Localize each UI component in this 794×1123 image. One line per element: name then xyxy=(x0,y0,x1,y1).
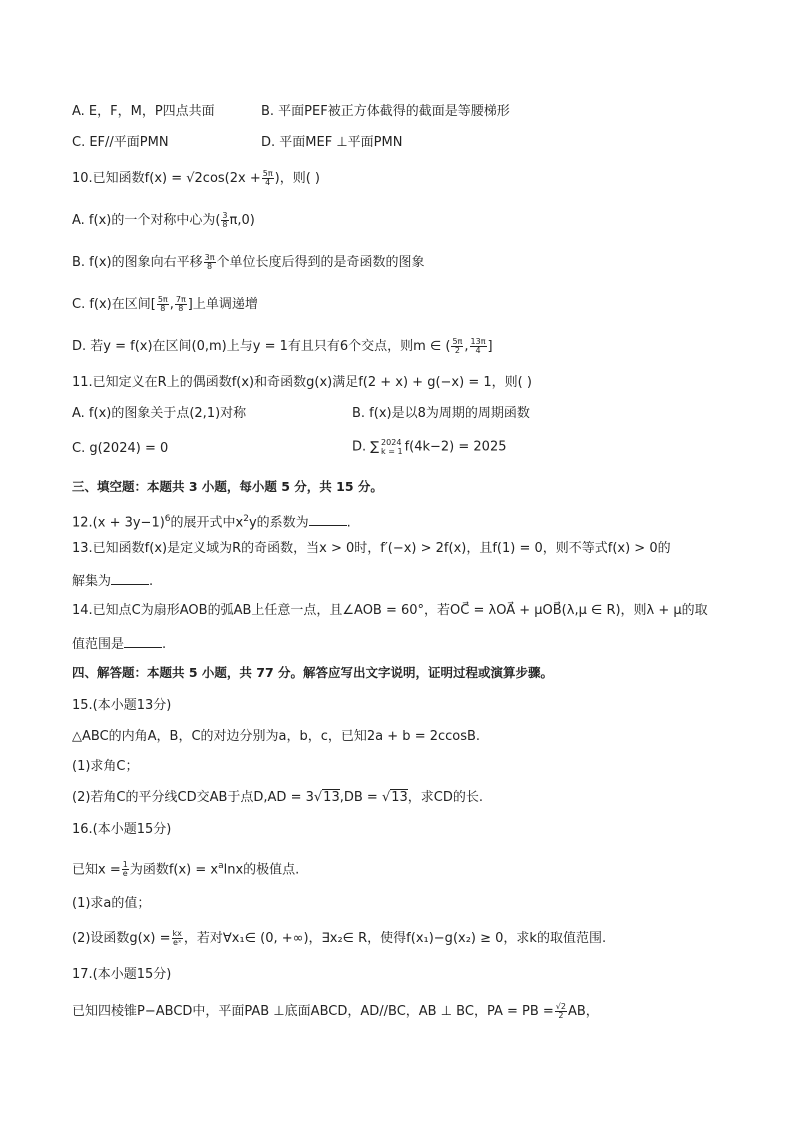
q15-p2-radicand-1: 13 xyxy=(323,790,340,805)
q10-option-c: C. f(x)在区间[ $\frac{5\pi}{8}$ , $\frac{7\pi}{8}$ ]上单调递增 xyxy=(72,295,258,313)
q10-stem-pre: 10.已知函数f(x) = √2cos(2x + xyxy=(72,171,261,186)
q14-line-2 xyxy=(72,635,166,654)
q16-p2-post: ，若对∀x₁∈ (0, +∞)，∃x₂∈ R，使得f(x₁)−g(x₂) ≥ 0，求k的取值范围. xyxy=(183,931,607,946)
q10-b-frac-den: 8 xyxy=(207,262,213,271)
q11-option-c: C. g(2024) = 0 xyxy=(72,441,169,456)
q10-c-fraction-1 xyxy=(157,296,169,313)
q12-end: . xyxy=(346,515,351,531)
q9-option-c: C. EF//平面PMN xyxy=(72,135,169,150)
q14-line2-pre: 值范围是 xyxy=(72,637,125,652)
q11-d-pre: D. ∑ xyxy=(352,439,380,455)
q10-c-f2-num: 7π xyxy=(175,295,186,304)
q10-option-a xyxy=(72,212,255,230)
q11-d-limits xyxy=(381,438,403,456)
q16-p2-frac-num: kx xyxy=(172,929,182,938)
q17-stem-pre: 已知四棱锥P−ABCD中，平面PAB ⊥底面ABCD，AD//BC，AB ⊥ BC，PA = PB = xyxy=(72,1004,554,1019)
q11-d-sup: 2024 xyxy=(381,438,402,447)
q16-stem xyxy=(72,857,299,879)
q10-stem xyxy=(72,170,320,188)
q12-sup1: 6 xyxy=(164,514,171,524)
q9-option-d: D. 平面MEF ⊥平面PMN xyxy=(261,135,403,150)
q12-pre: 12.(x + 3y−1) xyxy=(72,515,165,531)
q9-option-b: B. 平面PEF被正方体截得的截面是等腰梯形 xyxy=(261,104,510,119)
q14-line2-end: . xyxy=(162,637,167,652)
q15-p2-mid: ,DB = xyxy=(339,790,382,805)
section-4-heading: 四、解答题：本题共 5 小题，共 77 分。解答应写出文字说明，证明过程或演算步骤。 xyxy=(72,665,554,680)
q15-p2-post: ，求CD的长. xyxy=(407,790,484,805)
q10-b-frac-num: 3π xyxy=(204,253,215,262)
q16-p2-fraction xyxy=(172,930,183,947)
q16-stem-post: lnx的极值点. xyxy=(223,862,300,878)
q10-option-d: D. 若y = f(x)在区间(0,m)上与y = 1有且只有6个交点，则m ∈ ( $\frac{5\pi}{2}$ , $\frac{13\pi}{4}$ ] xyxy=(72,337,493,355)
q10-c-f2-den: 8 xyxy=(178,304,184,313)
q11-d-sub: k = 1 xyxy=(381,447,403,456)
q17-title: 17.(本小题15分) xyxy=(72,967,172,982)
q11-option-b: B. f(x)是以8为周期的周期函数 xyxy=(352,406,530,421)
q16-p2-frac-den: eˣ xyxy=(172,938,182,947)
q16-frac-num: 1 xyxy=(122,860,128,870)
q15-p2-radicand-2: 13 xyxy=(391,790,408,805)
q9-option-a: A. E，F，M，P四点共面 xyxy=(72,104,215,119)
section-3-heading: 三、填空题：本题共 3 小题，每小题 5 分，共 15 分。 xyxy=(72,479,383,494)
q16-part-2 xyxy=(72,930,606,948)
q10-b-fraction xyxy=(204,254,216,271)
q15-part-1: (1)求角C； xyxy=(72,759,139,774)
q10-d-post: ] xyxy=(487,339,493,354)
q10-a-frac-den: 8 xyxy=(222,220,228,229)
q10-d-f2-den: 4 xyxy=(475,346,481,355)
q10-c-f1-num: 5π xyxy=(157,295,168,304)
q10-d-fraction-1 xyxy=(451,338,463,355)
q10-a-fraction xyxy=(221,212,228,229)
q10-c-fraction-2 xyxy=(175,296,187,313)
q10-b-pre: B. f(x)的图象向右平移 xyxy=(72,255,203,270)
q10-stem-frac-den: 4 xyxy=(265,178,271,187)
q16-stem-pre: 已知x = xyxy=(72,862,121,878)
q13-line2-pre: 解集为 xyxy=(72,574,112,589)
q15-stem: △ABC的内角A，B，C的对边分别为a，b，c，已知2a + b = 2ccosB. xyxy=(72,729,481,744)
q11-d-post: f(4k−2) = 2025 xyxy=(404,439,507,455)
q10-c-post: ]上单调递增 xyxy=(187,297,258,312)
q16-stem-sup: a xyxy=(218,861,224,871)
q15-part-2 xyxy=(72,789,483,807)
q12-post: y的系数为 xyxy=(248,515,309,531)
q16-part-1: (1)求a的值； xyxy=(72,896,151,911)
q16-stem-mid: 为函数f(x) = x xyxy=(129,862,219,878)
q12-sup2: 2 xyxy=(243,514,249,524)
q17-stem-fraction xyxy=(555,1003,567,1020)
q10-d-pre: D. 若y = f(x)在区间(0,m)上与y = 1有且只有6个交点，则m ∈ ( xyxy=(72,339,451,354)
q13-answer-blank[interactable] xyxy=(111,572,149,585)
q11-option-a: A. f(x)的图象关于点(2,1)对称 xyxy=(72,406,247,421)
q12-mid: 的展开式中x xyxy=(170,515,244,531)
q10-stem-frac-num: 5π xyxy=(262,169,273,178)
q10-a-pre: A. f(x)的一个对称中心为( xyxy=(72,213,221,228)
q10-a-post: π,0) xyxy=(229,213,255,228)
q15-title: 15.(本小题13分) xyxy=(72,698,172,713)
q11-stem: 11.已知定义在R上的偶函数f(x)和奇函数g(x)满足f(2 + x) + g(−x) = 1，则( ) xyxy=(72,375,532,390)
q16-frac-den: e xyxy=(122,869,128,879)
q16-stem-fraction xyxy=(122,861,129,878)
sqrt-icon: √ xyxy=(381,790,391,805)
q10-b-post: 个单位长度后得到的是奇函数的图象 xyxy=(216,255,425,270)
q10-c-pre: C. f(x)在区间[ xyxy=(72,297,156,312)
q17-stem xyxy=(72,1003,599,1021)
q14-answer-blank[interactable] xyxy=(124,635,162,648)
q10-option-b xyxy=(72,254,425,272)
q17-frac-den: 2 xyxy=(558,1011,564,1020)
q15-p2-pre: (2)若角C的平分线CD交AB于点D,AD = 3 xyxy=(72,790,314,805)
q10-d-f1-num: 5π xyxy=(452,337,463,346)
q12-answer-blank[interactable] xyxy=(309,513,347,526)
q10-d-fraction-2 xyxy=(470,338,487,355)
q12-stem xyxy=(72,510,351,532)
q10-a-frac-num: 3 xyxy=(222,211,228,220)
q13-line-1: 13.已知函数f(x)是定义域为R的奇函数，当x > 0时，f′(−x) > 2f(x)，且f(1) = 0，则不等式f(x) > 0的 xyxy=(72,541,671,556)
sqrt-icon: √ xyxy=(313,790,323,805)
q10-d-f2-num: 13π xyxy=(470,337,486,346)
q17-frac-num: √2 xyxy=(555,1002,566,1011)
q14-line-1: 14.已知点C为扇形AOB的弧AB上任意一点，且∠AOB = 60°，若OC⃗ = λOA⃗ + μOB⃗(λ,μ ∈ R)，则λ + μ的取 xyxy=(72,603,708,618)
q10-d-f1-den: 2 xyxy=(454,346,460,355)
q10-stem-post: )，则( ) xyxy=(274,171,321,186)
q17-stem-post: AB， xyxy=(567,1004,599,1019)
q10-stem-fraction xyxy=(262,170,274,187)
q13-line-2 xyxy=(72,572,153,591)
q13-line2-end: . xyxy=(149,574,154,589)
q16-title: 16.(本小题15分) xyxy=(72,822,172,837)
q16-p2-pre: (2)设函数g(x) = xyxy=(72,931,171,946)
q10-c-f1-den: 8 xyxy=(160,304,166,313)
q11-option-d xyxy=(352,438,507,457)
